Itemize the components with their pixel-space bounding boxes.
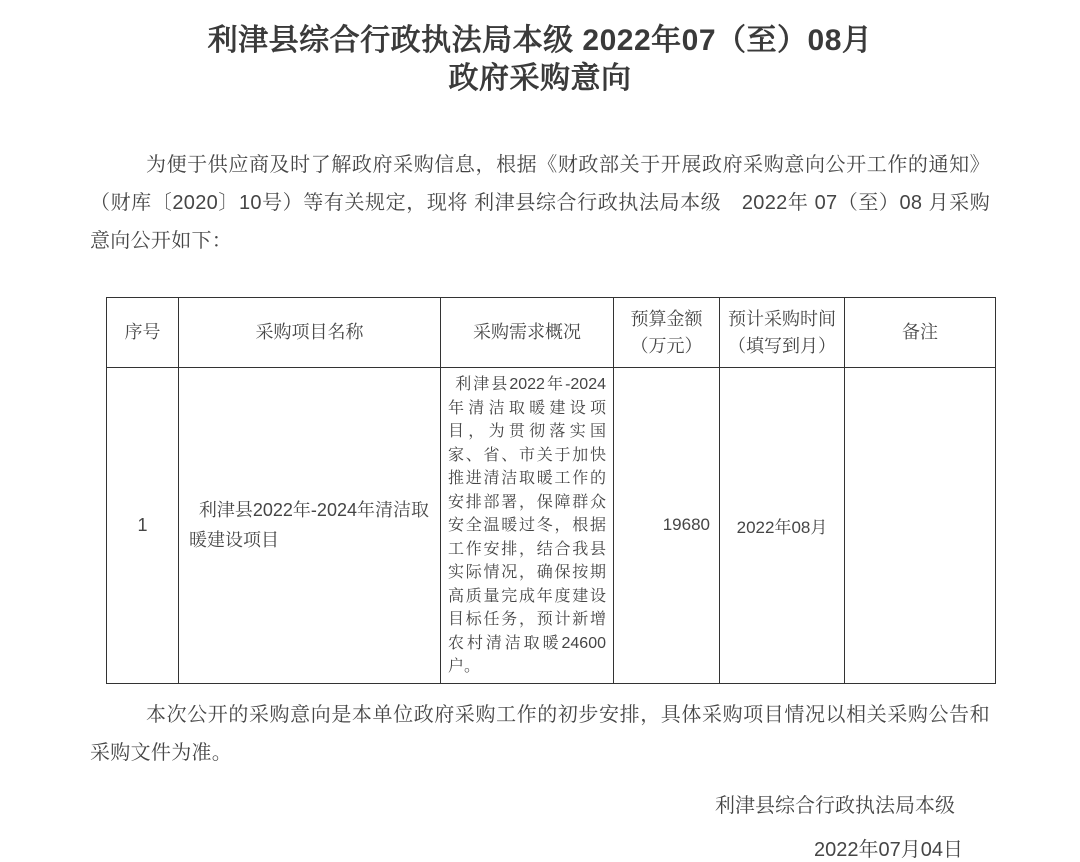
- col-header-serial-label: 序号: [124, 322, 161, 342]
- procurement-intent-table: [106, 297, 996, 684]
- col-header-demand-overview: [441, 298, 614, 368]
- col-header-budget-unit: （万元）: [630, 335, 703, 356]
- col-header-purchase-time: [720, 298, 845, 368]
- col-header-project-name: [179, 298, 441, 368]
- signature-org: 利津县综合行政执法局本级: [715, 794, 955, 817]
- cell-remark: [845, 368, 996, 684]
- cell-serial-number: 1: [107, 368, 179, 684]
- col-header-purchase-time-label: 预计采购时间: [728, 308, 836, 329]
- col-header-demand-overview-label: 采购需求概况: [473, 322, 581, 342]
- cell-project-name: 利津县2022年-2024年清洁取暖建设项目: [179, 368, 441, 684]
- signature-date: 2022年07月04日: [814, 838, 963, 861]
- col-header-budget-label: 预算金额: [630, 308, 703, 329]
- document-title: [90, 22, 990, 98]
- col-header-remark: [845, 298, 996, 368]
- table-row: [107, 368, 996, 684]
- cell-budget-amount: 19680: [614, 368, 720, 684]
- title-line-1: 利津县综合行政执法局本级 2022年07（至）08月: [207, 24, 873, 57]
- cell-demand-overview: 利津县2022年-2024年清洁取暖建设项目，为贯彻落实国家、省、市关于加快推进清洁取暖工作的安排部署，保障群众安全温暖过冬，根据工作安排，结合我县实际情况，确保按期高质量完成年度建设目标任务，预计新增农村清洁取暖24600户。: [441, 368, 614, 684]
- col-header-budget: [614, 298, 720, 368]
- col-header-serial: [107, 298, 179, 368]
- col-header-purchase-time-note: （填写到月）: [728, 335, 836, 356]
- cell-purchase-time: 2022年08月: [720, 368, 845, 684]
- table-header-row: [107, 298, 996, 368]
- intro-paragraph: 为便于供应商及时了解政府采购信息，根据《财政部关于开展政府采购意向公开工作的通知》（财库〔2020〕10号）等有关规定，现将 利津县综合行政执法局本级 2022年 07（至）08 月采购意向公开如下：: [90, 154, 990, 252]
- col-header-remark-label: 备注: [902, 322, 938, 342]
- title-line-2: 政府采购意向: [448, 62, 632, 95]
- col-header-project-name-label: 采购项目名称: [255, 322, 364, 342]
- closing-paragraph: 本次公开的采购意向是本单位政府采购工作的初步安排，具体采购项目情况以相关采购公告和采购文件为准。: [90, 703, 990, 764]
